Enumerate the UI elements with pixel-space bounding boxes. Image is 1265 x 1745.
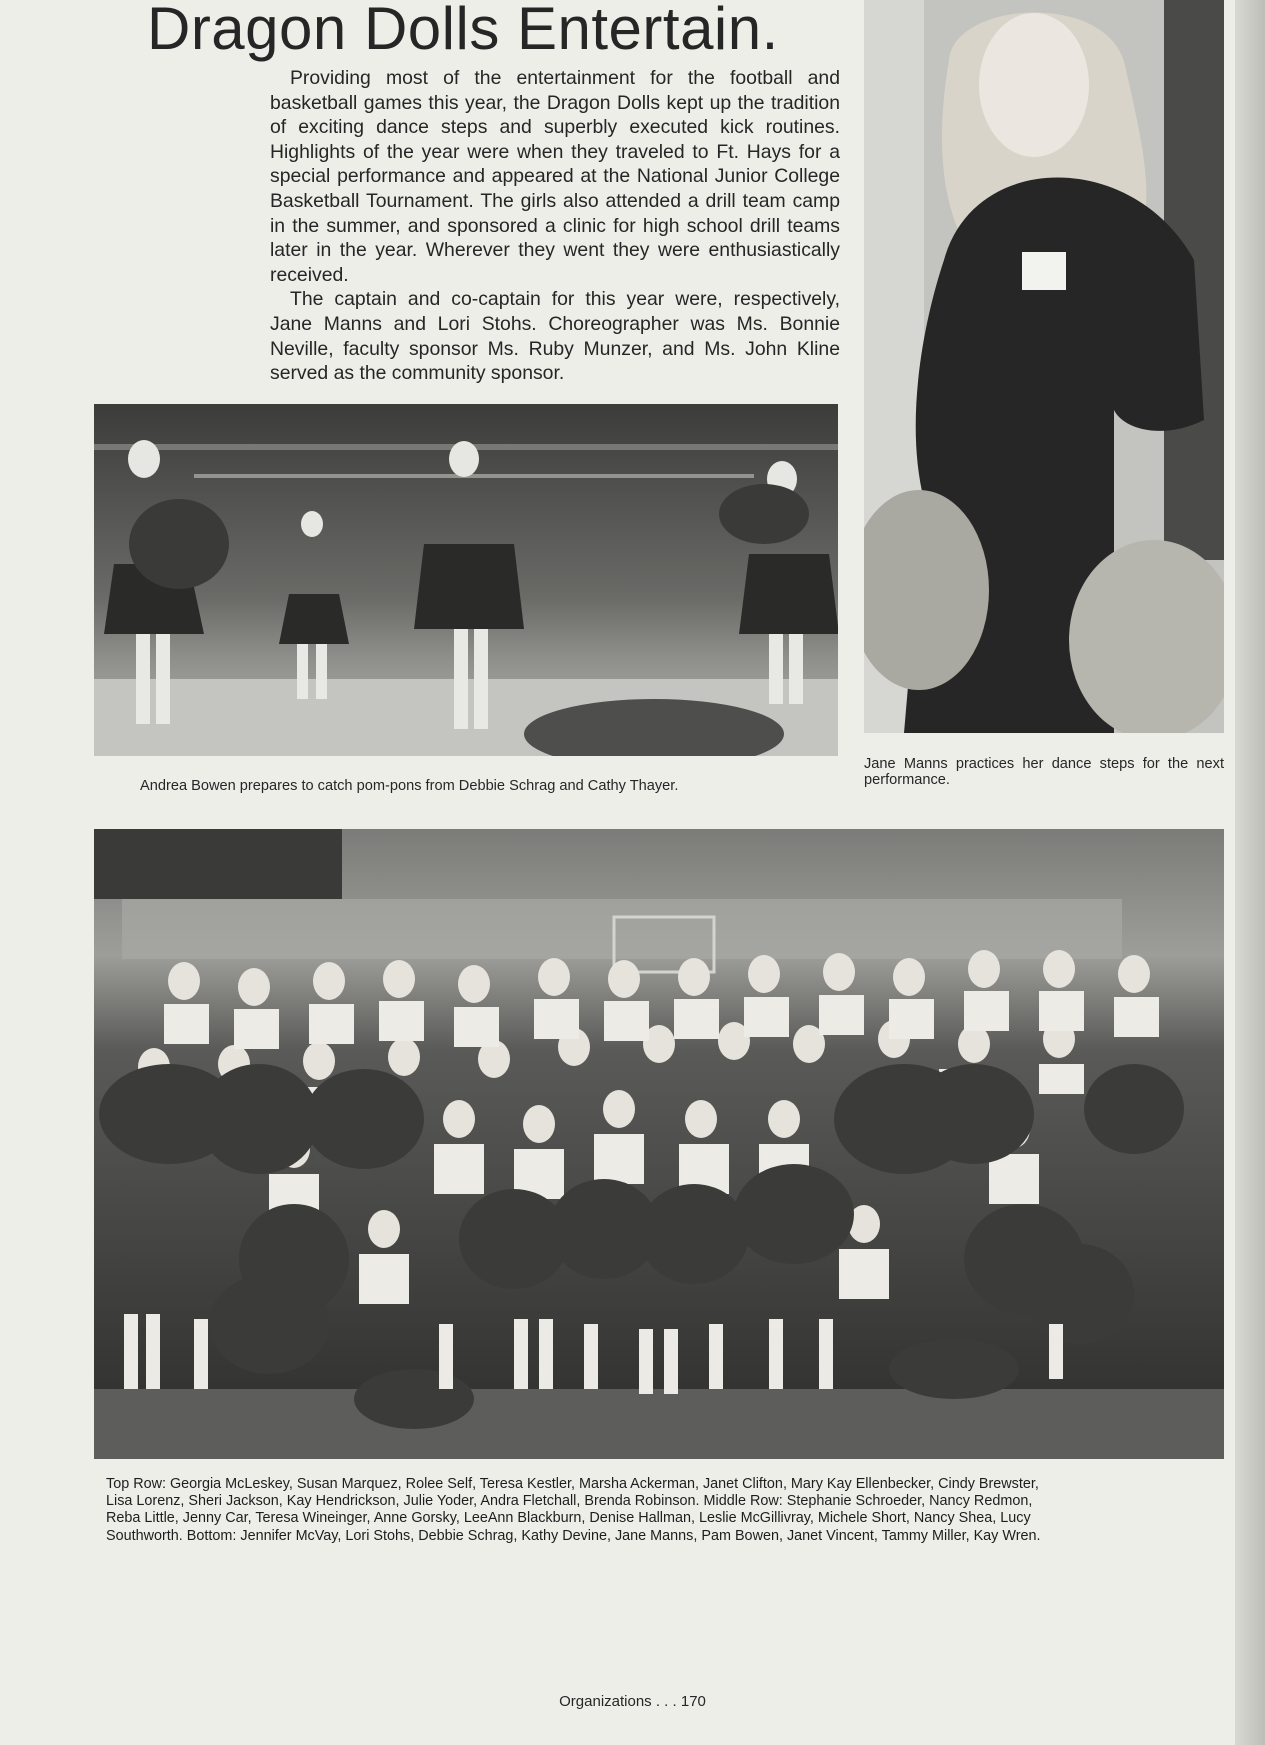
group-photo xyxy=(94,829,1224,1459)
roster-line: Reba Little, Jenny Car, Teresa Wineinger, Anne Gorsky, LeeAnn Blackburn, Denise Hallman, Leslie McGillivray, Michele Short, Nancy Shea, Lucy xyxy=(106,1510,1031,1527)
performance-photo xyxy=(94,404,838,756)
roster-line: Southworth. Bottom: Jennifer McVay, Lori Stohs, Debbie Schrag, Kathy Devine, Jane Manns, Pam Bowen, Janet Vincent, Tammy Miller, Kay Wren. xyxy=(106,1527,1041,1544)
page-binding-edge xyxy=(1235,0,1265,1745)
page-folio: Organizations . . . 170 xyxy=(559,1693,706,1710)
page-title: Dragon Dolls Entertain. xyxy=(147,0,779,62)
roster-line: Lisa Lorenz, Sheri Jackson, Kay Hendrickson, Julie Yoder, Andra Fletchall, Brenda Robinson. Middle Row: Stephanie Schroeder, Nancy Redmon, xyxy=(106,1493,1033,1510)
roster-line: Top Row: Georgia McLeskey, Susan Marquez, Rolee Self, Teresa Kestler, Marsha Ackerman, Janet Clifton, Mary Kay Ellenbecker, Cindy Brewster, xyxy=(106,1476,1039,1492)
group-photo-roster-caption xyxy=(106,1476,1216,1545)
performance-photo-caption: Andrea Bowen prepares to catch pom-pons from Debbie Schrag and Cathy Thayer. xyxy=(140,778,679,794)
portrait-photo xyxy=(864,0,1224,733)
intro-paragraph-2: The captain and co-captain for this year were, respectively, Jane Manns and Lori Stohs. Choreographer was Ms. Bonnie Neville, faculty sponsor Ms. Ruby Munzer, and Ms. John Kline served as the community sponsor. xyxy=(270,288,840,385)
portrait-photo-caption: Jane Manns practices her dance steps for the next performance. xyxy=(864,756,1224,788)
intro-paragraph-1: Providing most of the entertainment for the football and basketball games this year, the Dragon Dolls kept up the tradition of exciting dance steps and superbly executed kick routines. Highlights of the year were when they traveled to Ft. Hays for a special performance and appeared at the National Junior College Basketball Tournament. The girls also attended a drill team camp in the summer, and sponsored a clinic for high school drill teams later in the year. Wherever they went they were enthusiastically received. xyxy=(270,67,840,286)
intro-text xyxy=(270,66,840,386)
